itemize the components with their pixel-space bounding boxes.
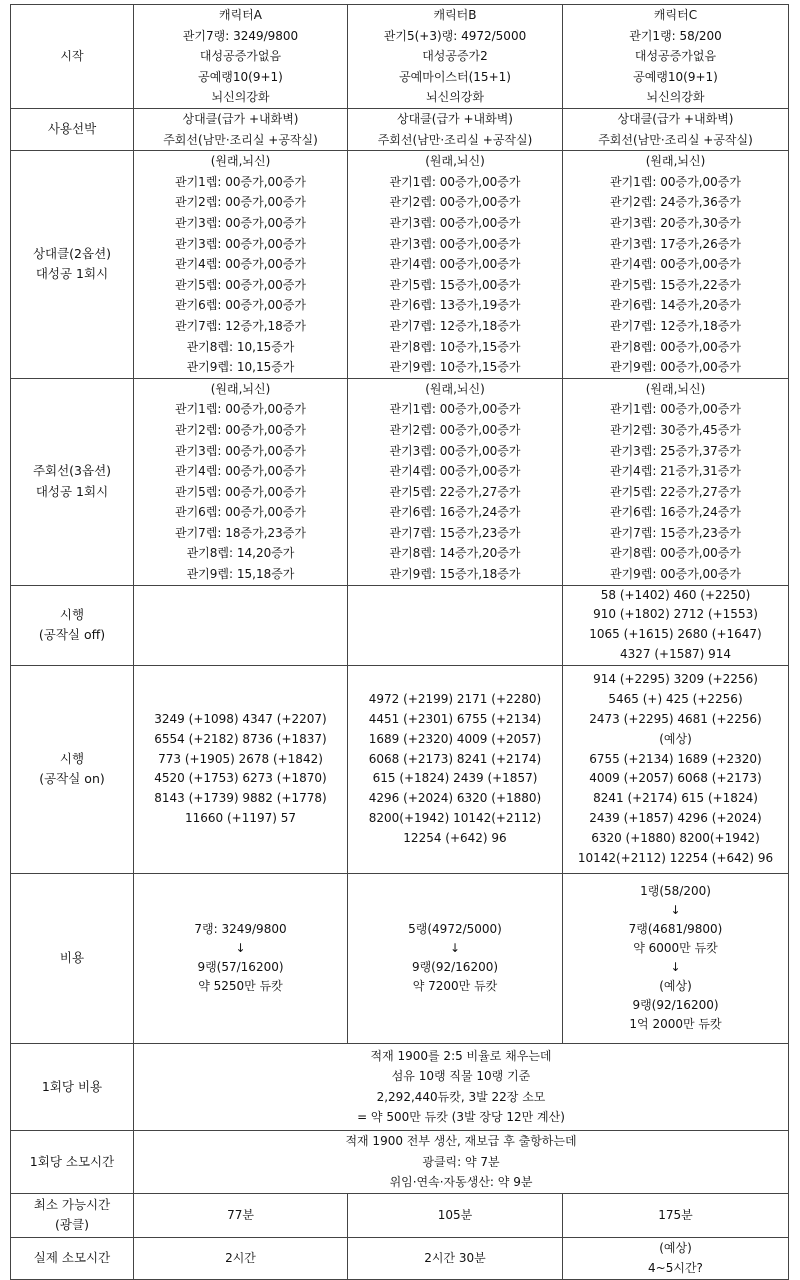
cell-line: 약 7200만 듀캇	[412, 979, 498, 994]
ship-row	[11, 108, 789, 150]
value-cell-c	[563, 151, 789, 379]
cell-line: 관기8렙: 14증가,20증가	[389, 546, 521, 561]
cell-line: 관기8렙: 00증가,00증가	[610, 339, 741, 354]
cell-line: 4451 (+2301) 6755 (+2134)	[368, 711, 542, 726]
cell-line: 관기3렙: 00증가,00증가	[389, 443, 521, 458]
cell-line: 관기9렙: 15,18증가	[186, 567, 295, 582]
down-arrow-icon: ↓	[670, 903, 681, 918]
cell-line: (원래,뇌신)	[210, 381, 271, 396]
row-label-cell	[11, 108, 134, 150]
cell-line: 관기4렙: 00증가,00증가	[610, 257, 741, 272]
row-label-cell	[11, 1193, 134, 1237]
cell-line: 관기1렙: 00증가,00증가	[610, 174, 741, 189]
cell-line: 관기4렙: 00증가,00증가	[175, 464, 306, 479]
value-cell-b	[348, 151, 563, 379]
cell-line: 관기5(+3)랭: 4972/5000	[383, 28, 527, 43]
merged-value-cell	[134, 1043, 789, 1130]
cell-line: 관기6렙: 14증가,20증가	[610, 298, 741, 313]
cell-line: 광클릭: 약 7분	[422, 1154, 500, 1169]
row-label-cell	[11, 151, 134, 379]
value-cell-a	[134, 1193, 348, 1237]
juhoe-row	[11, 378, 789, 585]
cell-line: 상대클(급가 +내화벽)	[182, 111, 299, 126]
row-label-cell	[11, 1130, 134, 1193]
cell-line: 4~5시간?	[648, 1261, 703, 1276]
merged-value-cell	[134, 1130, 789, 1193]
cell-line: 상대클(급가 +내화벽)	[397, 111, 513, 126]
header-char-c-label: 캐릭터C	[653, 8, 698, 22]
min-time-row	[11, 1193, 789, 1237]
row-label-cell	[11, 378, 134, 585]
cell-line: 2시간 30분	[424, 1251, 486, 1266]
cell-line: 관기7랭: 3249/9800	[182, 28, 299, 43]
cell-line: 관기6렙: 13증가,19증가	[389, 298, 521, 313]
cell-line: 2,292,440듀캇, 3발 22장 소모	[376, 1089, 546, 1104]
cell-line: 615 (+1824) 2439 (+1857)	[372, 771, 538, 786]
row-label-cell	[11, 1237, 134, 1279]
cell-line: 관기7렙: 15증가,23증가	[610, 525, 741, 540]
cell-line: 3249 (+1098) 4347 (+2207)	[154, 711, 327, 726]
cell-line: 6755 (+2134) 1689 (+2320)	[589, 751, 762, 766]
cell-line: 9랭(92/16200)	[632, 998, 719, 1013]
cell-line: 175분	[658, 1208, 693, 1223]
cell-line: 관기7렙: 12증가,18증가	[610, 318, 741, 333]
row-label-line: (공작실 off)	[38, 627, 106, 643]
cell-line: 관기2렙: 00증가,00증가	[175, 422, 306, 437]
value-cell-b	[348, 873, 563, 1043]
cell-line: = 약 500만 듀캇 (3발 장당 12만 계산)	[357, 1110, 565, 1125]
cell-line: 관기3렙: 17증가,26증가	[610, 236, 741, 251]
cell-line: 914 (+2295) 3209 (+2256)	[593, 672, 758, 687]
time-per-run-row	[11, 1130, 789, 1193]
cost-per-run-row	[11, 1043, 789, 1130]
value-cell-a	[134, 665, 348, 873]
cell-line: 1랭(58/200)	[640, 884, 711, 899]
cell-line: (원래,뇌신)	[425, 154, 485, 169]
row-label-line: 실제 소모시간	[33, 1250, 111, 1266]
cell-line: 8143 (+1739) 9882 (+1778)	[154, 791, 327, 806]
cell-line: 105분	[437, 1208, 473, 1223]
value-cell-c	[563, 585, 789, 665]
cell-line: 7랭(4681/9800)	[628, 922, 723, 937]
cell-line: 섬유 10랭 직물 10랭 기준	[391, 1069, 531, 1084]
value-cell-b	[348, 585, 563, 665]
value-cell-c	[563, 1237, 789, 1279]
cell-line: 관기1렙: 00증가,00증가	[610, 402, 741, 417]
cell-line: 관기7렙: 15증가,23증가	[389, 525, 521, 540]
cell-line: 적재 1900 전부 생산, 재보급 후 출항하는데	[345, 1133, 577, 1148]
cell-line: 관기6렙: 16증가,24증가	[389, 505, 521, 520]
cell-line: 관기7렙: 12증가,18증가	[389, 318, 521, 333]
value-cell-a	[134, 873, 348, 1043]
row-label-line: 대성공 1회시	[35, 483, 109, 499]
row-label-line: 주회선(3옵션)	[32, 463, 112, 479]
cell-line: 관기9렙: 10,15증가	[186, 360, 295, 375]
cell-line: 관기5렙: 00증가,00증가	[175, 484, 306, 499]
cell-line: 77분	[227, 1208, 254, 1223]
cell-line: 4520 (+1753) 6273 (+1870)	[154, 771, 327, 786]
header-row	[11, 5, 789, 109]
value-cell-a	[134, 585, 348, 665]
cell-line: 관기2렙: 00증가,00증가	[389, 195, 521, 210]
cell-line: 관기5렙: 22증가,27증가	[610, 484, 741, 499]
comparison-table	[10, 4, 789, 1280]
header-char-b	[348, 5, 563, 109]
value-cell-c	[563, 873, 789, 1043]
cell-line: 4009 (+2057) 6068 (+2173)	[589, 771, 762, 786]
cell-line: 관기9렙: 10증가,15증가	[389, 360, 521, 375]
cell-line: 9랭(92/16200)	[411, 960, 499, 975]
cell-line: 4972 (+2199) 2171 (+2280)	[368, 692, 542, 707]
cell-line: 910 (+1802) 2712 (+1553)	[593, 607, 758, 622]
cell-line: 7랭: 3249/9800	[194, 922, 287, 937]
cell-line: 6554 (+2182) 8736 (+1837)	[154, 731, 327, 746]
cell-line: 관기5렙: 22증가,27증가	[389, 484, 521, 499]
row-label-line: 시행	[59, 750, 85, 766]
cell-line: 관기8렙: 14,20증가	[186, 546, 295, 561]
cell-line: 관기3렙: 25증가,37증가	[610, 443, 741, 458]
cell-line: 관기2렙: 00증가,00증가	[389, 422, 521, 437]
row-label-line: 최소 가능시간	[33, 1196, 111, 1212]
cell-line: 관기1렙: 00증가,00증가	[175, 174, 306, 189]
cell-line: 관기4렙: 00증가,00증가	[389, 464, 521, 479]
row-label-cell	[11, 585, 134, 665]
cell-line: 1억 2000만 듀캇	[629, 1017, 722, 1032]
cell-line: 관기6렙: 16증가,24증가	[610, 505, 741, 520]
cell-line: 관기5렙: 15증가,22증가	[610, 277, 741, 292]
row-label-line: 1회당 소모시간	[29, 1153, 115, 1169]
value-cell-c	[563, 665, 789, 873]
cell-line: 관기4렙: 00증가,00증가	[175, 257, 306, 272]
down-arrow-icon: ↓	[449, 941, 461, 956]
cell-line: 관기8렙: 10증가,15증가	[389, 339, 521, 354]
cell-line: (원래,뇌신)	[645, 154, 706, 169]
cell-line: 공예랭10(9+1)	[633, 69, 718, 84]
header-char-c	[563, 5, 789, 109]
row-label-line: 대성공 1회시	[35, 266, 109, 282]
value-cell-a	[134, 378, 348, 585]
header-char-a	[134, 5, 348, 109]
cell-line: 2시간	[225, 1251, 256, 1266]
value-cell-a	[134, 108, 348, 150]
value-cell-b	[348, 665, 563, 873]
cell-line: 5랭(4972/5000)	[408, 922, 502, 937]
cell-line: 공예랭10(9+1)	[198, 69, 283, 84]
cell-line: 4327 (+1587) 914	[619, 647, 732, 662]
cell-line: 관기8렙: 00증가,00증가	[610, 546, 741, 561]
cell-line: 약 6000만 듀캇	[633, 941, 718, 956]
cell-line: 10142(+2112) 12254 (+642) 96	[577, 850, 774, 865]
cell-line: 관기7렙: 12증가,18증가	[175, 318, 306, 333]
cell-line: 관기1랭: 58/200	[629, 28, 722, 43]
cell-line: 58 (+1402) 460 (+2250)	[600, 587, 751, 602]
cell-line: 관기2렙: 30증가,45증가	[610, 422, 741, 437]
cell-line: 관기4렙: 21증가,31증가	[610, 464, 741, 479]
cell-line: 관기1렙: 00증가,00증가	[389, 174, 521, 189]
cell-line: 상대클(급가 +내화벽)	[617, 111, 734, 126]
value-cell-c	[563, 108, 789, 150]
value-cell-c	[563, 378, 789, 585]
trial-on-row	[11, 665, 789, 873]
cell-line: (예상)	[659, 731, 692, 746]
cell-line: 8241 (+2174) 615 (+1824)	[593, 791, 758, 806]
row-label-cell	[11, 873, 134, 1043]
cost-row	[11, 873, 789, 1043]
cell-line: 주회선(남만·조리실 +공작실)	[163, 132, 318, 147]
cell-line: 관기5렙: 00증가,00증가	[175, 277, 306, 292]
cell-line: 관기9렙: 00증가,00증가	[610, 360, 741, 375]
row-label-line: 시행	[59, 606, 85, 622]
cell-line: 관기1렙: 00증가,00증가	[175, 402, 306, 417]
cell-line: 관기2렙: 00증가,00증가	[175, 195, 306, 210]
cell-line: 관기9렙: 00증가,00증가	[610, 567, 741, 582]
cell-line: 2473 (+2295) 4681 (+2256)	[589, 711, 762, 726]
cell-line: 관기3렙: 00증가,00증가	[175, 443, 306, 458]
table-body	[11, 5, 789, 1280]
cell-line: (원래,뇌신)	[210, 154, 271, 169]
cell-line: 12254 (+642) 96	[403, 830, 507, 845]
value-cell-b	[348, 1193, 563, 1237]
cell-line: 위임·연속·자동생산: 약 9분	[389, 1175, 533, 1190]
row-label-line: 상대클(2옵션)	[32, 245, 112, 261]
cell-line: 뇌신의강화	[211, 90, 270, 105]
cell-line: 관기3렙: 20증가,30증가	[610, 215, 741, 230]
cell-line: 관기2렙: 24증가,36증가	[610, 195, 741, 210]
cell-line: 대성공증가없음	[199, 49, 282, 64]
cell-line: 공예마이스터(15+1)	[399, 69, 511, 84]
cell-line: 6068 (+2173) 8241 (+2174)	[368, 751, 542, 766]
cell-line: 5465 (+) 425 (+2256)	[608, 692, 743, 707]
row-label-line: 비용	[59, 950, 85, 966]
cell-line: 6320 (+1880) 8200(+1942)	[591, 830, 760, 845]
cell-line: 관기1렙: 00증가,00증가	[389, 402, 521, 417]
cell-line: 약 5250만 듀캇	[198, 979, 283, 994]
actual-time-row	[11, 1237, 789, 1279]
value-cell-b	[348, 378, 563, 585]
cell-line: (예상)	[659, 979, 692, 994]
cell-line: (원래,뇌신)	[645, 381, 706, 396]
cell-line: 관기3렙: 00증가,00증가	[389, 236, 521, 251]
row-label-line: (공작실 on)	[39, 771, 105, 787]
cell-line: 관기6렙: 00증가,00증가	[175, 505, 306, 520]
cell-line: 4296 (+2024) 6320 (+1880)	[368, 791, 542, 806]
cell-line: 관기9렙: 15증가,18증가	[389, 567, 521, 582]
cell-line: 관기3렙: 00증가,00증가	[175, 215, 306, 230]
row-label-line: 1회당 비용	[41, 1078, 103, 1094]
cell-line: 주회선(남만·조리실 +공작실)	[377, 132, 533, 147]
cell-line: (예상)	[659, 1240, 692, 1255]
cell-line: 뇌신의강화	[646, 90, 705, 105]
cell-line: 8200(+1942) 10142(+2112)	[368, 810, 542, 825]
down-arrow-icon: ↓	[235, 941, 246, 956]
cell-line: 뇌신의강화	[426, 90, 484, 105]
value-cell-b	[348, 1237, 563, 1279]
row-label-cell	[11, 665, 134, 873]
row-label-cell	[11, 1043, 134, 1130]
row-label-line: 사용선박	[47, 121, 97, 137]
header-char-a-label: 캐릭터A	[219, 8, 262, 22]
value-cell-b	[348, 108, 563, 150]
cell-line: 1689 (+2320) 4009 (+2057)	[368, 731, 542, 746]
cell-line: 11660 (+1197) 57	[184, 810, 297, 825]
row-label-line: 시작	[60, 49, 84, 64]
cell-line: 773 (+1905) 2678 (+1842)	[158, 751, 323, 766]
value-cell-a	[134, 1237, 348, 1279]
value-cell-a	[134, 151, 348, 379]
cell-line: 관기3렙: 00증가,00증가	[389, 215, 521, 230]
cell-line: 대성공증가2	[422, 49, 488, 64]
header-corner-cell	[11, 5, 134, 109]
cell-line: 관기5렙: 15증가,00증가	[389, 277, 521, 292]
cell-line: 1065 (+1615) 2680 (+1647)	[589, 627, 762, 642]
sangdae-row	[11, 151, 789, 379]
cell-line: 적재 1900를 2:5 비율로 채우는데	[370, 1048, 552, 1063]
cell-line: 9랭(57/16200)	[197, 960, 284, 975]
cell-line: 관기3렙: 00증가,00증가	[175, 236, 306, 251]
row-label-line: (광클)	[55, 1217, 89, 1233]
cell-line: 관기4렙: 00증가,00증가	[389, 257, 521, 272]
down-arrow-icon: ↓	[670, 960, 681, 975]
cell-line: 관기8렙: 10,15증가	[186, 339, 295, 354]
cell-line: 2439 (+1857) 4296 (+2024)	[589, 810, 762, 825]
trial-off-row	[11, 585, 789, 665]
value-cell-c	[563, 1193, 789, 1237]
cell-line: 관기6렙: 00증가,00증가	[175, 298, 306, 313]
cell-line: 대성공증가없음	[634, 49, 717, 64]
cell-line: 주회선(남만·조리실 +공작실)	[598, 132, 753, 147]
cell-line: 관기7렙: 18증가,23증가	[175, 525, 306, 540]
cell-line: (원래,뇌신)	[425, 381, 485, 396]
header-char-b-label: 캐릭터B	[433, 8, 477, 22]
